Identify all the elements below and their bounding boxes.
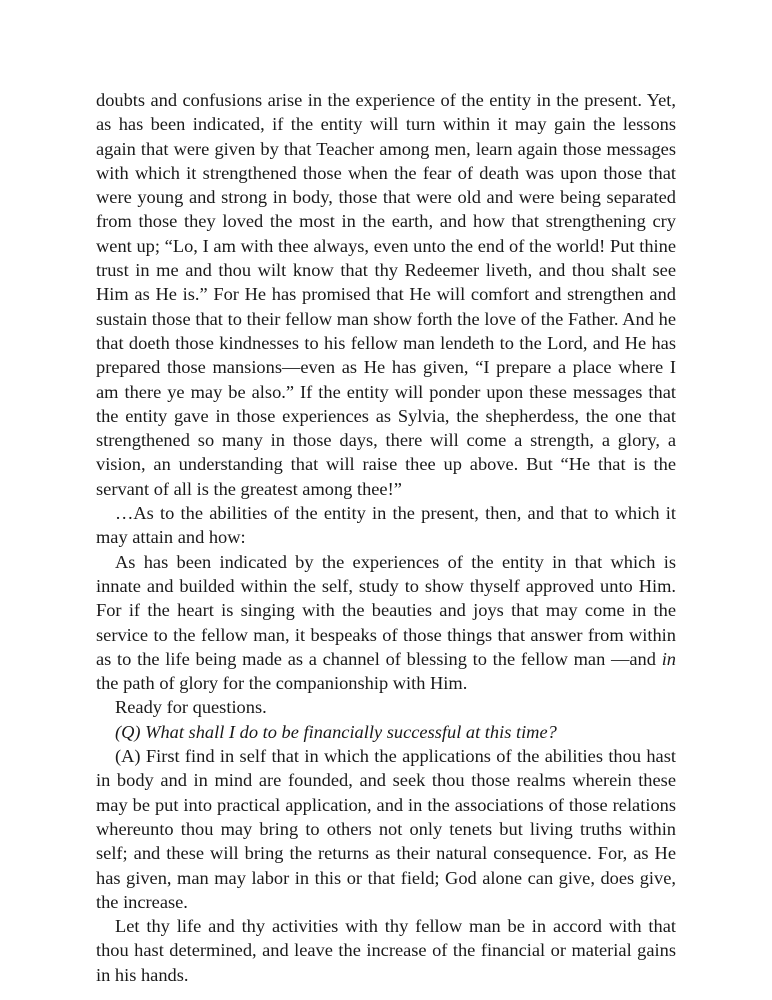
paragraph-study — [96, 550, 676, 696]
paragraph-closing: Let thy life and thy activities with thy fellow man be in accord with that thou hast determined, and leave the increase of the financial or material gains in his hands. — [96, 916, 676, 985]
paragraph-abilities: …As to the abilities of the entity in the present, then, and that to which it may attain and how: — [96, 503, 676, 548]
paragraph-study-text-before: As has been indicated by the experiences of the entity in that which is innate and builded within the self, study to show thyself approved unto Him. For if the heart is singing with the beauties and joys that may come in the service to the fellow man, it bespeaks of those things that answer from within as to the life being made as a channel of blessing to the fellow man —and — [96, 551, 676, 669]
paragraph-ready-for-questions: Ready for questions. — [115, 697, 267, 718]
paragraph-study-italic-word: in — [661, 648, 676, 669]
paragraph-study-text-after: the path of glory for the companionship with Him. — [96, 673, 468, 694]
paragraph-continuation: doubts and confusions arise in the experience of the entity in the present. Yet, as has been indicated, if the entity will turn within it may gain the lessons again that were given by that Teacher among men, learn again those messages with which it strengthened those when the fear of death was upon those that were young and strong in body, those that were old and were being separated from those they loved the most in the earth, and how that strengthening cry went up; “Lo, I am with thee always, even unto the end of the world! Put thine trust in me and thou wilt know that thy Redeemer liveth, and thou shalt see Him as He is.” For He has promised that He will comfort and strengthen and sustain those that to their fellow man show forth the love of the Father. And he that doeth those kindnesses to his fellow man lendeth to the Lord, and He has prepared those mansions—even as He has given, “I prepare a place where I am there ye may be also.” If the entity will ponder upon these messages that the entity gave in those experiences as Sylvia, the shepherdess, the one that strengthened so many in those days, there will come a strength, a glory, a vision, an understanding that will raise thee up above. But “He that is the servant of all is the greatest among thee!” — [96, 90, 676, 499]
body-text — [96, 88, 676, 987]
answer-financial-success: (A) First find in self that in which the applications of the abilities thou hast in body and in mind are founded, and seek thou those realms wherein these may be put into practical application, and in the associations of those relations whereunto thou may bring to others not only tenets but living truths within self; and these will bring the returns as their natural consequence. For, as He has given, man may labor in this or that field; God alone can give, does give, the increase. — [96, 746, 676, 912]
question-financial-success: (Q) What shall I do to be financially successful at this time? — [115, 721, 557, 742]
